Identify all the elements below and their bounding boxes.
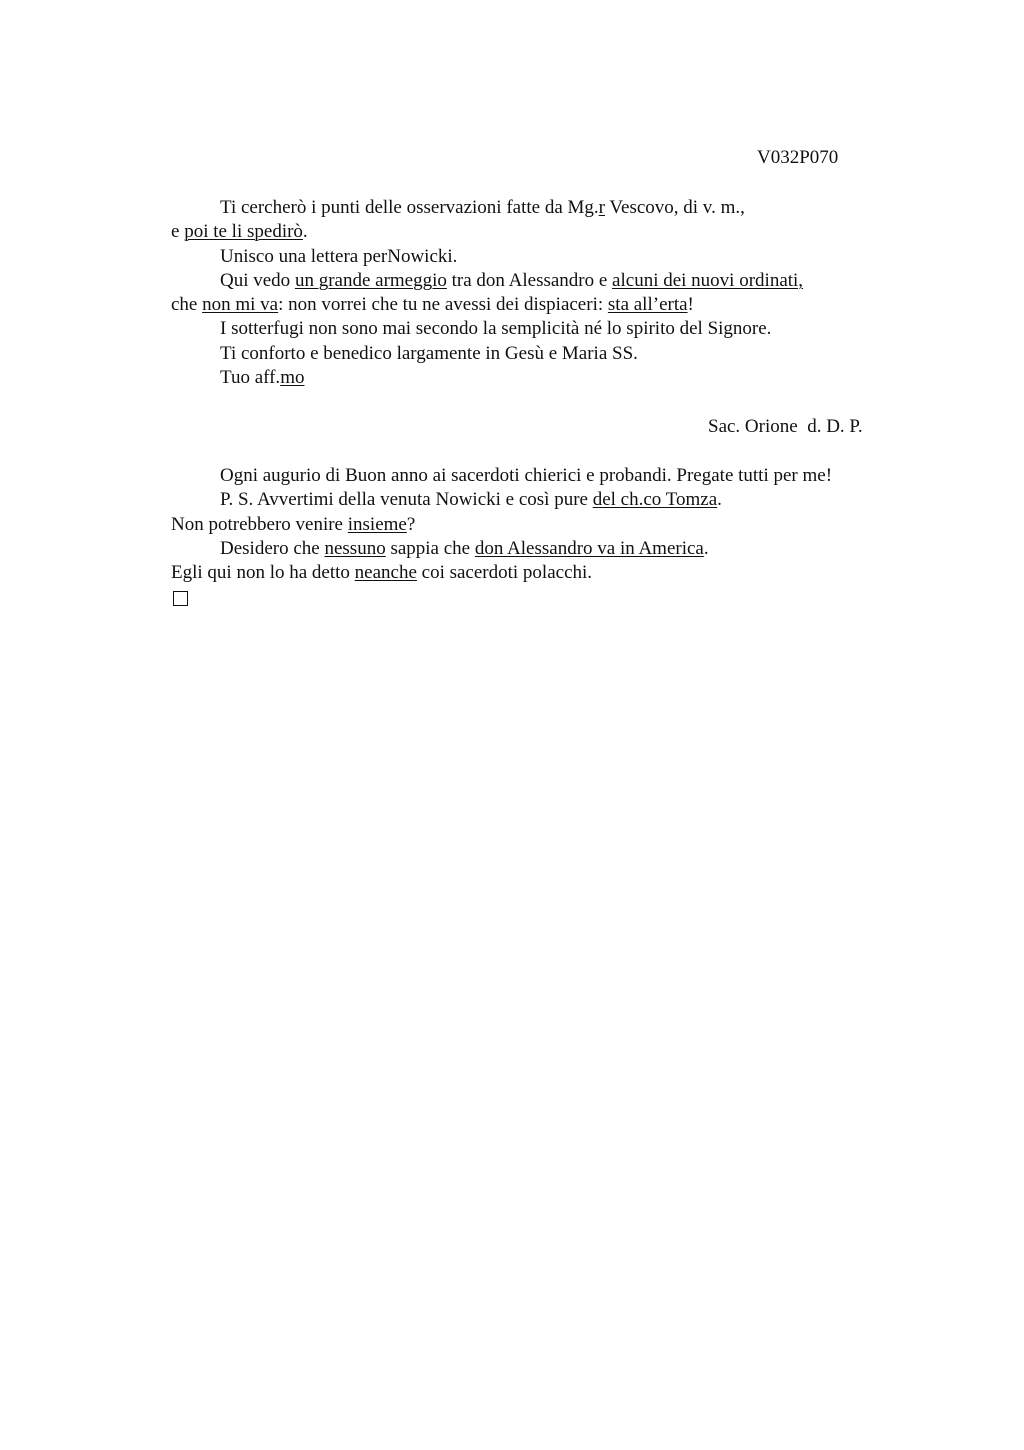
signature: Sac. Orione d. D. P. bbox=[708, 416, 863, 437]
underlined-text: sta all’erta bbox=[607, 294, 688, 316]
text-run: che bbox=[171, 294, 203, 316]
text-run: Egli qui non lo ha detto bbox=[171, 562, 355, 584]
underlined-text: neanche bbox=[354, 562, 417, 584]
paragraph-line: Ogni augurio di Buon anno ai sacerdoti chierici e probandi. Pregate tutti per me! bbox=[220, 465, 833, 486]
text-run: Non potrebbero venire bbox=[171, 513, 348, 535]
paragraph-line bbox=[171, 488, 901, 512]
underlined-text: insieme bbox=[347, 513, 407, 535]
text-run: tra don Alessandro e bbox=[446, 269, 613, 291]
paragraph-line bbox=[171, 366, 891, 390]
text-run: Qui vedo bbox=[220, 269, 295, 291]
document-id: V032P070 bbox=[757, 147, 839, 168]
letter-body bbox=[171, 196, 891, 390]
underlined-text: nessuno bbox=[324, 537, 386, 559]
underlined-text: un grande armeggio bbox=[294, 269, 447, 291]
underlined-text: mo bbox=[280, 367, 305, 389]
paragraph-line: Unisco una lettera perNowicki. bbox=[220, 245, 458, 267]
paragraph-line bbox=[171, 513, 901, 537]
text-run: Vescovo, di v. m., bbox=[605, 197, 745, 218]
paragraph-line bbox=[171, 220, 891, 244]
underlined-text: poi te li spedirò bbox=[184, 221, 303, 243]
paragraph-line bbox=[171, 269, 891, 293]
underlined-text: r bbox=[598, 197, 605, 218]
text-run: Ti cercherò i punti delle osservazioni fatte da Mg. bbox=[220, 197, 599, 218]
underlined-text: alcuni dei nuovi ordinati, bbox=[612, 269, 804, 291]
end-mark-box-icon bbox=[173, 591, 188, 606]
text-run: . bbox=[302, 221, 308, 243]
paragraph-line bbox=[171, 561, 901, 585]
paragraph-line bbox=[171, 537, 901, 561]
text-run: Desidero che bbox=[220, 537, 325, 559]
underlined-text: del ch.co Tomza bbox=[592, 489, 718, 511]
text-run: ! bbox=[687, 294, 694, 316]
text-run: ? bbox=[406, 513, 416, 535]
text-run: P. S. Avvertimi della venuta Nowicki e così pure bbox=[220, 489, 593, 511]
text-run: . bbox=[703, 537, 709, 559]
paragraph-line bbox=[171, 293, 891, 317]
text-run: coi sacerdoti polacchi. bbox=[416, 562, 593, 584]
text-run: sappia che bbox=[385, 537, 475, 559]
text-run: Tuo aff. bbox=[220, 367, 281, 389]
postscript bbox=[171, 464, 901, 606]
text-run: : non vorrei che tu ne avessi dei dispiaceri: bbox=[278, 294, 608, 316]
text-run: . bbox=[717, 489, 722, 511]
underlined-text: don Alessandro va in America bbox=[474, 537, 704, 559]
text-run: e bbox=[171, 221, 185, 243]
underlined-text: non mi va bbox=[202, 294, 279, 316]
paragraph-line: Ti conforto e benedico largamente in Gesù e Maria SS. bbox=[220, 342, 638, 364]
paragraph-line bbox=[171, 196, 891, 220]
paragraph-line: I sotterfugi non sono mai secondo la semplicità né lo spirito del Signore. bbox=[220, 318, 772, 340]
